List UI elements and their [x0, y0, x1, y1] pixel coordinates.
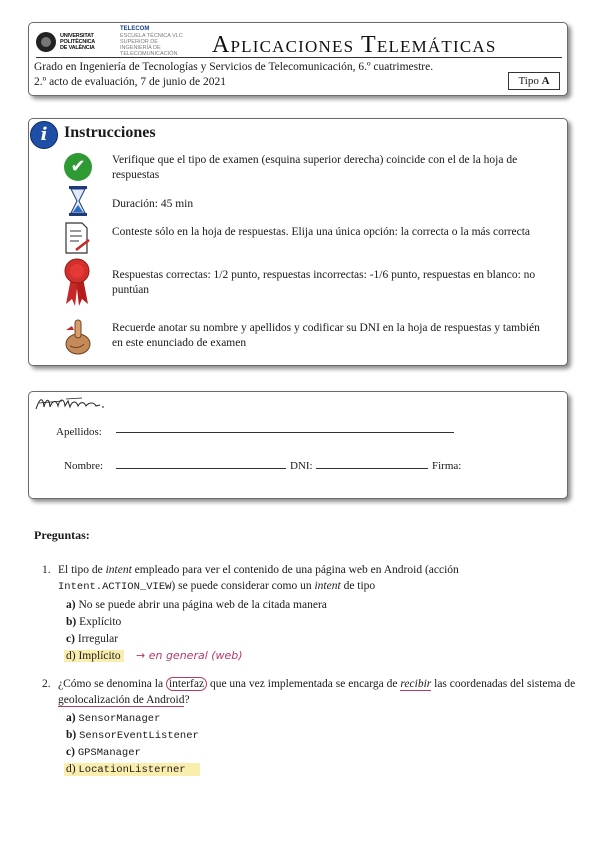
instruction-item: Respuestas correctas: 1/2 punto, respuestas incorrectas: -1/6 punto, respuestas en blanco: no puntúan [112, 269, 536, 296]
upv-logo: UNIVERSITAT POLITÈCNICA DE VALÈNCIA [36, 32, 112, 52]
apellidos-label: Apellidos: [56, 426, 102, 438]
option-c[interactable]: c) GPSManager [66, 746, 141, 759]
dni-label: DNI: [290, 460, 313, 472]
nombre-field[interactable] [116, 468, 286, 469]
degree-subtitle: Grado en Ingeniería de Tecnologías y Servicios de Telecomunicación, 6.º cuatrimestre. [34, 61, 434, 73]
question-text: El tipo de intent empleado para ver el contenido de una página web en Android (acción Intent.ACTION_VIEW) se puede considerar como un intent de tipo [58, 564, 459, 593]
student-info-box [28, 391, 568, 499]
checkmark-icon: ✔ [64, 153, 92, 181]
option-a[interactable]: a) SensorManager [66, 712, 161, 725]
instruction-item: Recuerde anotar su nombre y apellidos y codificar su DNI en la hoja de respuestas y también en este enunciado de examen [112, 322, 540, 349]
page-title: Aplicaciones Telemáticas [212, 32, 497, 58]
signature-mark [34, 393, 106, 415]
option-d-highlighted[interactable]: d) LocationListerner [64, 763, 200, 776]
hourglass-icon [68, 186, 88, 216]
underlined-word: recibir [400, 678, 432, 690]
circled-word: interfaz [166, 677, 207, 691]
apellidos-field[interactable] [116, 432, 454, 433]
header-divider [36, 57, 562, 58]
question-number: 1. [42, 564, 51, 576]
option-d-highlighted[interactable]: d) Implícito [64, 650, 124, 662]
nombre-label: Nombre: [64, 460, 104, 472]
firma-label: Firma: [432, 460, 462, 472]
dni-field[interactable] [316, 468, 428, 469]
option-a[interactable]: a) No se puede abrir una página web de la citada manera [66, 599, 327, 611]
option-b[interactable]: b) SensorEventListener [66, 729, 199, 742]
telecom-logo: TELECOM ESCUELA TÉCNICA VLC SUPERIOR DE INGENIERÍA DE TELECOMUNICACIÓN [120, 26, 183, 57]
option-b[interactable]: b) Explícito [66, 616, 122, 628]
award-ribbon-icon [62, 258, 92, 308]
instruction-item: Verifique que el tipo de examen (esquina superior derecha) coincide con el de la hoja de respuestas [112, 154, 518, 181]
upv-seal-icon [36, 32, 56, 52]
instructions-title: Instrucciones [64, 124, 156, 141]
question-text: ¿Cómo se denomina la interfaz que una vez implementada se encarga de recibir las coordenadas del sistema de geolocalización de Android? [58, 678, 576, 706]
hand-pointer-icon [62, 316, 94, 356]
handwritten-note: → en general (web) [136, 649, 243, 662]
answer-sheet-icon [64, 222, 90, 254]
exam-type-badge: Tipo A [508, 72, 560, 90]
questions-title: Preguntas: [34, 528, 90, 542]
exam-date: 2.º acto de evaluación, 7 de junio de 2021 [34, 76, 226, 88]
instruction-item: Conteste sólo en la hoja de respuestas. Elija una única opción: la correcta o la más correcta [112, 226, 530, 238]
info-icon: i [30, 121, 58, 149]
instruction-item: Duración: 45 min [112, 198, 194, 210]
question-number: 2. [42, 678, 51, 690]
underlined-phrase: geolocalización de Android [58, 693, 185, 706]
option-c[interactable]: c) Irregular [66, 633, 119, 645]
